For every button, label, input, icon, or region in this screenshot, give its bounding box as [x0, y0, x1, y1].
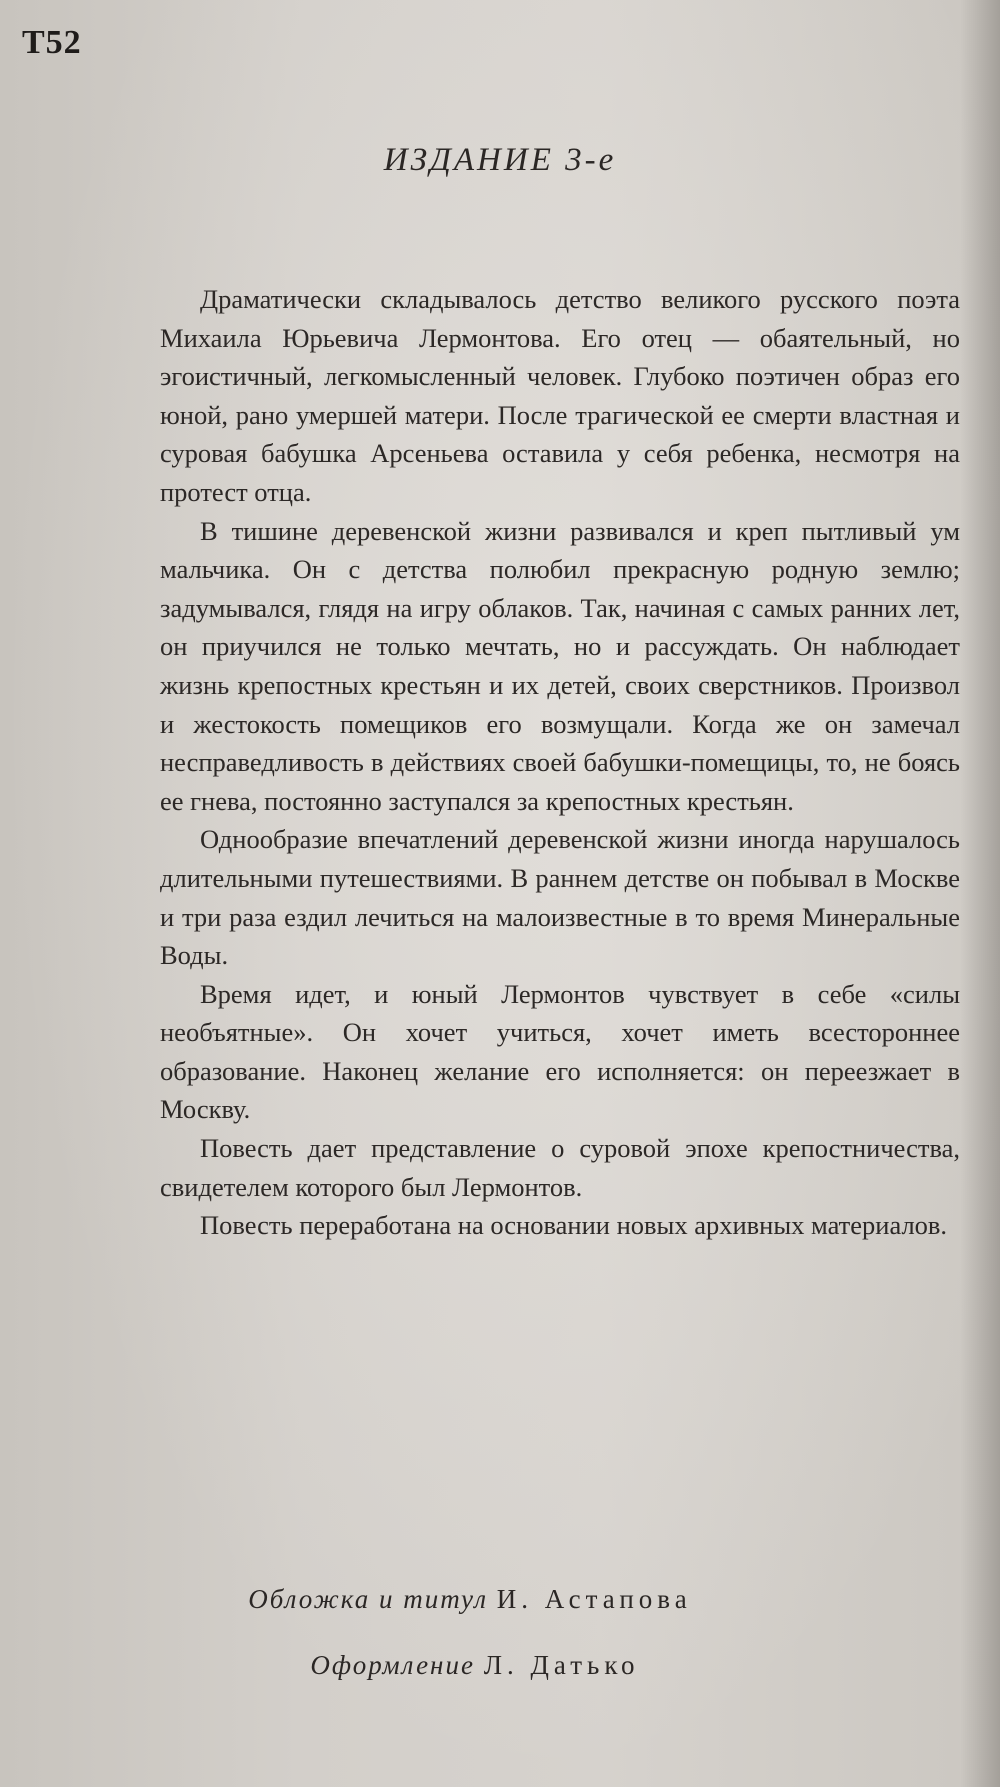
credit-cover-name: И. Астапова	[496, 1584, 692, 1614]
paragraph-6: Повесть переработана на основании новых архивных материалов.	[200, 1210, 948, 1241]
credit-cover-label: Обложка и титул	[248, 1584, 489, 1614]
credit-design-name: Л. Датько	[483, 1650, 640, 1680]
paragraph-3: Однообразие впечатлений деревенской жизни иногда нарушалось длительными путешествиями. В раннем детстве он побывал в Москве и три раза ездил лечиться на малоизвестные в то время Минеральные Воды.	[160, 824, 960, 971]
paragraph-5: Повесть дает представление о суровой эпохе крепостничества, свидетелем которого был Лермонтов.	[160, 1133, 960, 1202]
catalog-code: Т52	[22, 24, 82, 61]
annotation-text	[160, 280, 960, 1245]
paragraph-4: Время идет, и юный Лермонтов чувствует в себе «силы необъятные». Он хочет учиться, хочет иметь всестороннее образование. Наконец желание его исполняется: он переезжает в Москву.	[160, 978, 960, 1125]
page-edge-shadow	[960, 0, 1000, 1787]
credit-cover	[0, 1584, 970, 1615]
credit-design-label: Оформление	[310, 1650, 475, 1680]
credit-design	[0, 1650, 975, 1681]
paragraph-2: В тишине деревенской жизни развивался и креп пытливый ум мальчика. Он с детства полюбил прекрасную родную землю; задумывался, глядя на игру облаков. Так, начиная с самых ранних лет, он приучился не только мечтать, но и рассуждать. Он наблюдает жизнь крепостных крестьян и их детей, своих сверстников. Произвол и жестокость помещиков его возмущали. Когда же он замечал несправедливость в действиях своей бабушки-помещицы, то, не боясь ее гнева, постоянно заступался за крепостных крестьян.	[160, 515, 960, 816]
edition-heading: ИЗДАНИЕ 3-е	[383, 142, 617, 178]
paragraph-1: Драматически складывалось детство великого русского поэта Михаила Юрьевича Лермонтова. Его отец — обаятельный, но эгоистичный, легкомысленный человек. Глубоко поэтичен образ его юной, рано умершей матери. После трагической ее смерти властная и суровая бабушка Арсеньева оставила у себя ребенка, несмотря на протест отца.	[160, 284, 960, 507]
